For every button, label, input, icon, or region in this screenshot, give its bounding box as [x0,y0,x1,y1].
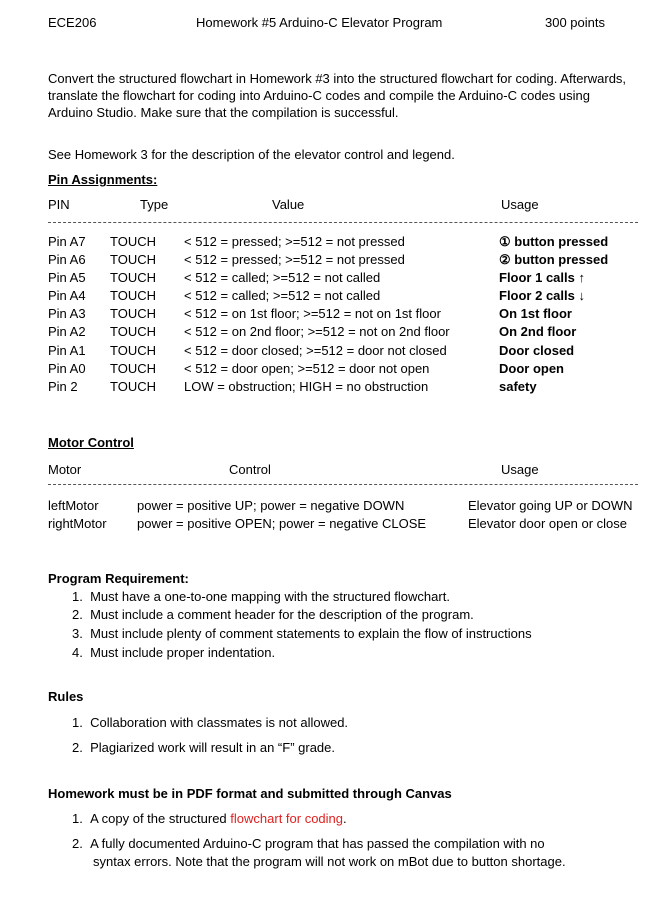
type-cell: TOUCH [110,306,156,321]
value-cell: < 512 = on 2nd floor; >=512 = not on 2nd floor [184,324,450,339]
motor-control-heading: Motor Control [48,435,134,450]
motor-table-divider [48,484,638,485]
pin-assignments-heading: Pin Assignments: [48,172,158,187]
list-item: 3. Must include plenty of comment statements to explain the flow of instructions [72,626,532,641]
list-item: 2. Must include a comment header for the description of the program. [72,607,474,622]
value-cell: < 512 = called; >=512 = not called [184,288,381,303]
type-cell: TOUCH [110,379,156,394]
type-cell: TOUCH [110,252,156,267]
control-cell: power = positive UP; power = negative DOWN [137,498,405,513]
col-value: Value [272,197,305,212]
rules-heading: Rules [48,689,84,704]
pin-cell: Pin A1 [48,343,86,358]
table-row [0,379,671,397]
usage-cell: safety [499,379,537,394]
value-cell: < 512 = door open; >=512 = door not open [184,361,430,376]
pin-cell: Pin A3 [48,306,86,321]
points-label: 300 points [545,15,605,30]
list-item: 2. Plagiarized work will result in an “F” grade. [72,740,336,755]
pin-table-divider [48,222,638,223]
submission-item2-line2: syntax errors. Note that the program will not work on mBot due to button shortage. [93,854,566,869]
page-title: Homework #5 Arduino-C Elevator Program [196,15,443,30]
list-item: 2. A fully documented Arduino-C program that has passed the compilation with no [72,836,545,851]
pin-cell: Pin A7 [48,234,86,249]
submission-item2-line1: A fully documented Arduino-C program that has passed the compilation with no [90,836,545,851]
usage-cell: ① button pressed [499,234,609,249]
usage-cell: Floor 1 calls ↑ [499,270,585,285]
usage-cell: Door open [499,361,564,376]
requirements-heading: Program Requirement: [48,571,189,586]
usage-cell: Elevator door open or close [468,516,627,531]
type-cell: TOUCH [110,343,156,358]
submission-heading: Homework must be in PDF format and submitted through Canvas [48,786,452,801]
pin-cell: Pin A2 [48,324,86,339]
list-item: 4. Must include proper indentation. [72,645,276,660]
value-cell: < 512 = on 1st floor; >=512 = not on 1st floor [184,306,441,321]
motor-cell: rightMotor [48,516,107,531]
value-cell: < 512 = pressed; >=512 = not pressed [184,234,405,249]
table-row [0,324,671,342]
usage-cell: On 1st floor [499,306,572,321]
value-cell: LOW = obstruction; HIGH = no obstruction [184,379,429,394]
col-usage: Usage [501,197,539,212]
pin-cell: Pin A4 [48,288,86,303]
col-motor: Motor [48,462,82,477]
type-cell: TOUCH [110,288,156,303]
type-cell: TOUCH [110,361,156,376]
intro-paragraph: Convert the structured flowchart in Homework #3 into the structured flowchart for coding. Afterwards, translate the flowchart for coding into Arduino-C codes and compile the Arduino-C codes using Arduino Studio. Make sure that the compilation is successful. [48,71,627,120]
control-cell: power = positive OPEN; power = negative CLOSE [137,516,427,531]
table-row [0,234,671,252]
list-item: 1. Collaboration with classmates is not allowed. [72,715,349,730]
course-code: ECE206 [48,15,97,30]
see-note: See Homework 3 for the description of the elevator control and legend. [48,147,455,162]
pin-cell: Pin 2 [48,379,78,394]
list-item: 1. Must have a one-to-one mapping with the structured flowchart. [72,589,450,604]
table-row [0,252,671,270]
usage-cell: ② button pressed [499,252,609,267]
list-item: 1. A copy of the structured flowchart for coding. [72,811,347,826]
table-row [0,516,671,534]
usage-cell: Floor 2 calls ↓ [499,288,585,303]
table-row [0,498,671,516]
table-row [0,343,671,361]
value-cell: < 512 = called; >=512 = not called [184,270,381,285]
type-cell: TOUCH [110,270,156,285]
pin-cell: Pin A5 [48,270,86,285]
col-motor-usage: Usage [501,462,539,477]
pin-cell: Pin A0 [48,361,86,376]
col-control: Control [229,462,271,477]
pin-cell: Pin A6 [48,252,86,267]
col-pin: PIN [48,197,70,212]
table-row [0,306,671,324]
table-row [0,270,671,288]
submission-item1-prefix: A copy of the structured [90,811,231,826]
table-row [0,361,671,379]
value-cell: < 512 = door closed; >=512 = door not closed [184,343,447,358]
usage-cell: On 2nd floor [499,324,577,339]
table-row [0,288,671,306]
flowchart-highlight: flowchart for coding [230,811,344,826]
motor-cell: leftMotor [48,498,99,513]
usage-cell: Elevator going UP or DOWN [468,498,633,513]
type-cell: TOUCH [110,234,156,249]
value-cell: < 512 = pressed; >=512 = not pressed [184,252,405,267]
usage-cell: Door closed [499,343,575,358]
submission-item1-suffix: . [343,811,347,826]
type-cell: TOUCH [110,324,156,339]
col-type: Type [140,197,169,212]
